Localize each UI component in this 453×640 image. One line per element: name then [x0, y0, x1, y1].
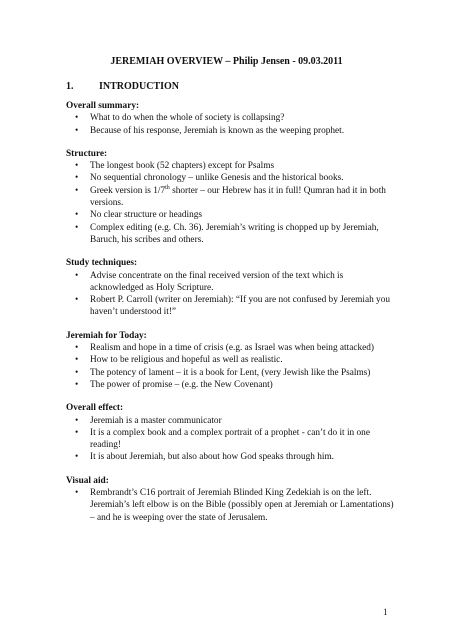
document-title: JEREMIAH OVERVIEW – Philip Jensen - 09.03.2011: [110, 56, 343, 67]
document-body: [66, 100, 396, 524]
list-item: • It is about Jeremiah, but also about how God speaks through him.: [66, 451, 396, 463]
section-heading: [66, 81, 179, 92]
structure-heading: Structure:: [66, 148, 108, 159]
section-number: 1.: [66, 81, 74, 92]
list-item: • What to do when the whole of society is collapsing?: [66, 112, 396, 124]
list-item: [66, 185, 396, 210]
list-item: • It is a complex book and a complex portrait of a prophet - can’t do it in one reading!: [66, 427, 396, 452]
superscript: th: [165, 184, 170, 191]
visual-aid-heading: Visual aid:: [66, 475, 109, 486]
list-item: • The potency of lament – it is a book for Lent, (very Jewish like the Psalms): [66, 367, 396, 379]
list-item: • Because of his response, Jeremiah is known as the weeping prophet.: [66, 125, 396, 137]
overall-effect-heading: Overall effect:: [66, 403, 124, 414]
list-item: • Realism and hope in a time of crisis (e.g. as Israel was when being attacked): [66, 342, 396, 354]
jeremiah-for-today-list: [66, 342, 396, 391]
study-techniques-list: [66, 270, 396, 319]
list-item: • Robert P. Carroll (writer on Jeremiah): “If you are not confused by Jeremiah you haven’t understood it!”: [66, 294, 396, 319]
list-item: • Rembrandt’s C16 portrait of Jeremiah Blinded King Zedekiah is on the left. Jeremiah’s left elbow is on the Bible (possibly open at Jeremiah or Lamentations) – and he is weeping over the state of Jerusalem.: [66, 487, 396, 524]
structure-list: [66, 160, 396, 246]
list-item: • How to be religious and hopeful as well as realistic.: [66, 354, 396, 366]
list-item: • No clear structure or headings: [66, 209, 396, 221]
study-techniques-heading: Study techniques:: [66, 258, 138, 269]
list-item: • No sequential chronology – unlike Genesis and the historical books.: [66, 172, 396, 184]
page-number: 1: [383, 607, 388, 617]
list-item: • Jeremiah is a master communicator: [66, 415, 396, 427]
section-title: INTRODUCTION: [99, 81, 180, 92]
visual-aid-list: [66, 487, 396, 524]
list-item: • The longest book (52 chapters) except for Psalms: [66, 160, 396, 172]
list-item: • Advise concentrate on the final received version of the text which is acknowledged as Holy Scripture.: [66, 270, 396, 295]
list-item-text: shorter – our Hebrew has it in full! Qumran had it in both versions.: [90, 185, 386, 209]
list-item: • Complex editing (e.g. Ch. 36). Jeremiah’s writing is chopped up by Jeremiah, Baruch, his scribes and others.: [66, 222, 396, 247]
jeremiah-for-today-heading: Jeremiah for Today:: [66, 330, 147, 341]
overall-summary-list: [66, 112, 396, 137]
overall-summary-heading: Overall summary:: [66, 101, 140, 111]
list-item-text: Greek version is 1/7: [90, 185, 166, 196]
list-item: • The power of promise – (e.g. the New Covenant): [66, 379, 396, 391]
overall-effect-list: [66, 415, 396, 464]
